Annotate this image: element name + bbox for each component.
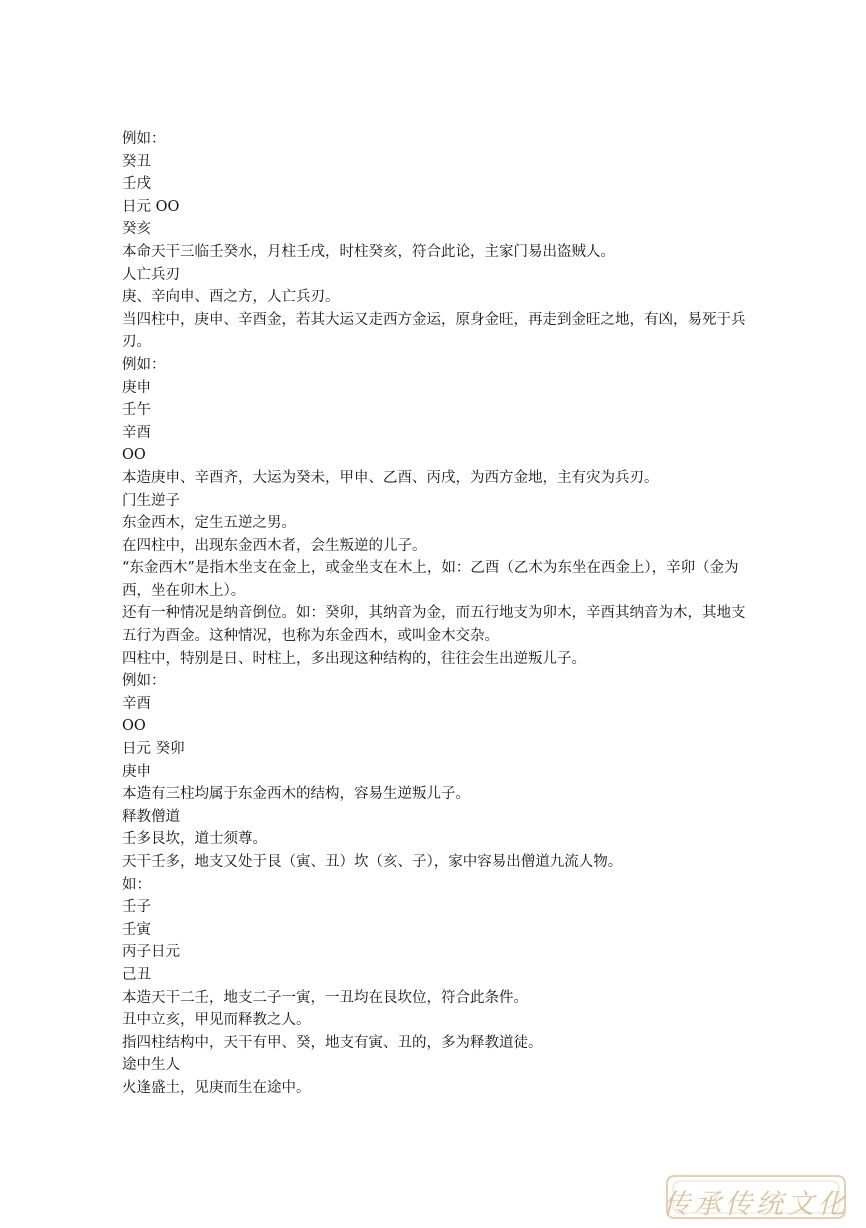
text-line: 本造天干二壬，地支二子一寅，一丑均在艮坎位，符合此条件。	[122, 989, 528, 1006]
text-line: 丑中立亥，甲见而释教之人。	[122, 1012, 311, 1029]
watermark-seal	[661, 1170, 851, 1224]
text-line: 壬多艮坎，道士须尊。	[122, 831, 267, 848]
text-line: 当四柱中，庚申、辛酉金，若其大运又走西方金运，原身金旺，再走到金旺之地，有凶，易死于兵刃。	[122, 311, 746, 351]
text-line: 丙子日元	[122, 944, 180, 961]
text-line: 途中生人	[122, 1057, 180, 1074]
text-line: 壬子	[122, 899, 151, 916]
text-line: 四柱中，特别是日、时柱上，多出现这种结构的，往往会生出逆叛儿子。	[122, 650, 586, 667]
text-line: 庚申	[122, 763, 151, 780]
text-line: OO	[122, 718, 146, 735]
text-line: 庚申	[122, 379, 151, 396]
text-line: 东金西木，定生五逆之男。	[122, 515, 296, 532]
text-line: 如：	[122, 876, 151, 893]
text-line: 日元 OO	[122, 198, 180, 215]
text-line: 本命天干三临壬癸水，月柱壬戌，时柱癸亥，符合此论，主家门易出盗贼人。	[122, 243, 615, 260]
text-line: 人亡兵刃	[122, 266, 180, 283]
text-line: 例如：	[122, 131, 166, 147]
text-line: 己丑	[122, 966, 151, 983]
text-line: 壬戌	[122, 176, 151, 193]
text-line: 本造有三柱均属于东金西木的结构，容易生逆叛儿子。	[122, 786, 470, 803]
text-line: 壬寅	[122, 921, 151, 938]
text-line: “东金西木”是指木坐支在金上，或金坐支在木上，如：乙酉（乙木为东坐在西金上），辛卯（金为西，坐在卯木上）。	[122, 560, 739, 599]
text-line: 天干壬多，地支又处于艮（寅、丑）坎（亥、子），家中容易出僧道九流人物。	[122, 854, 623, 870]
text-line: 在四柱中，出现东金西木者，会生叛逆的儿子。	[122, 537, 427, 554]
text-line: OO	[122, 447, 146, 464]
text-line: 门生逆子	[122, 492, 180, 509]
text-line: 例如：	[122, 673, 166, 690]
text-line: 本造庚申、辛酉齐，大运为癸未，甲申、乙酉、丙戌，为西方金地，主有灾为兵刃。	[122, 469, 659, 486]
watermark-text: 传承传统文化	[663, 1189, 849, 1220]
text-line: 还有一种情况是纳音倒位。如：癸卯，其纳音为金，而五行地支为卯木，辛酉其纳音为木，其地支五行为酉金。这种情况，也称为东金西木，或叫金木交杂。	[122, 605, 746, 645]
text-line: 癸丑	[122, 153, 151, 170]
text-line: 释教僧道	[122, 808, 180, 825]
text-line: 癸亥	[122, 221, 151, 238]
text-line: 例如：	[122, 356, 166, 373]
text-line: 壬午	[122, 402, 151, 419]
text-line: 庚、辛向申、酉之方，人亡兵刃。	[122, 289, 340, 306]
text-line: 火逢盛土，见庚而生在途中。	[122, 1079, 311, 1096]
text-line: 指四柱结构中，天干有甲、癸，地支有寅、丑的，多为释教道徒。	[122, 1034, 543, 1051]
text-line: 辛酉	[122, 424, 151, 441]
document-body	[122, 128, 747, 1100]
text-line: 日元 癸卯	[122, 741, 185, 758]
text-line: 辛酉	[122, 695, 151, 712]
